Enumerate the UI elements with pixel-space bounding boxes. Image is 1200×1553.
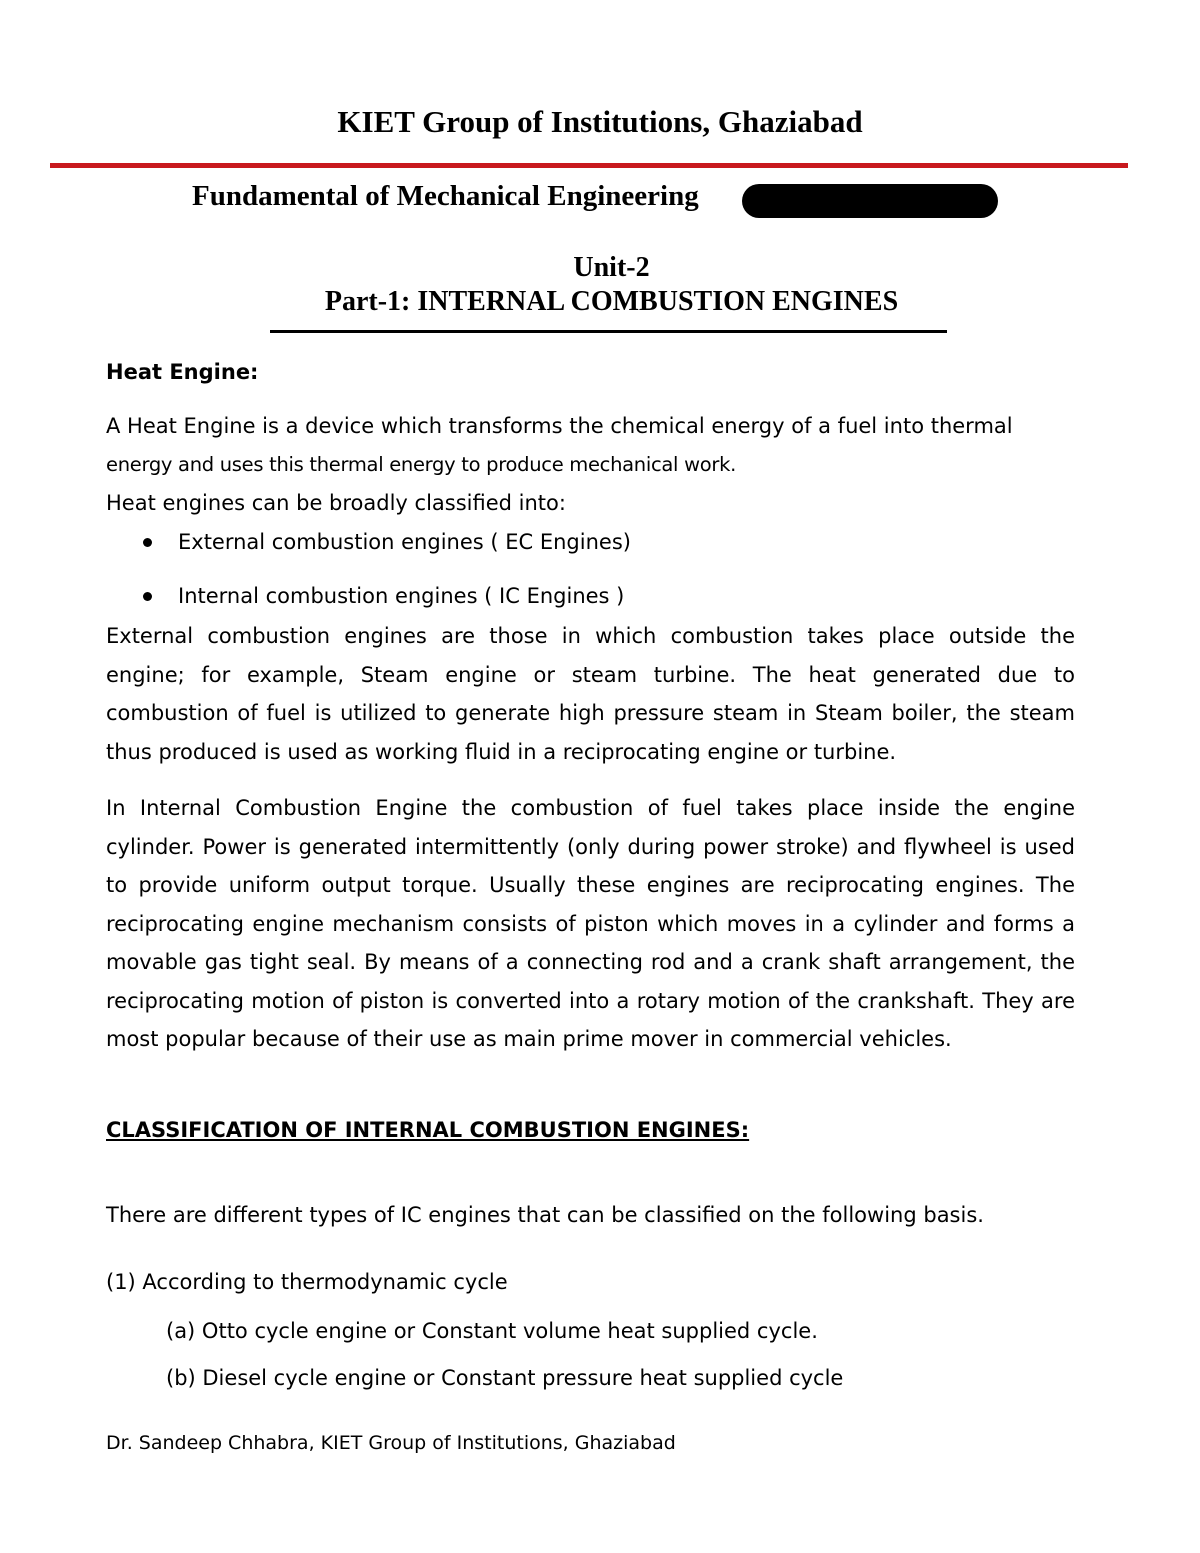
engine-types-list — [140, 523, 631, 631]
criterion-otto-cycle: (a) Otto cycle engine or Constant volume heat supplied cycle. — [166, 1319, 818, 1343]
course-title: Fundamental of Mechanical Engineering — [192, 180, 699, 212]
heat-engine-heading: Heat Engine: — [106, 360, 259, 384]
classification-basis-text: There are different types of IC engines that can be classified on the following basis. — [106, 1203, 984, 1227]
classification-heading: CLASSIFICATION OF INTERNAL COMBUSTION ENGINES: — [106, 1118, 750, 1142]
heat-engine-definition-line1: A Heat Engine is a device which transforms the chemical energy of a fuel into thermal — [106, 414, 1013, 438]
internal-combustion-paragraph: In Internal Combustion Engine the combustion of fuel takes place inside the engine cylinder. Power is generated intermittently (only during power stroke) and flywheel is used to provide uniform output torque. Usually these engines are reciprocating engines. The reciprocating engine mechanism consists of piston which moves in a cylinder and forms a movable gas tight seal. By means of a connecting rod and a crank shaft arrangement, the reciprocating motion of piston is converted into a rotary motion of the crankshaft. They are most popular because of their use as main prime mover in commercial vehicles. — [106, 796, 1075, 1051]
institution-title: KIET Group of Institutions, Ghaziabad — [337, 104, 863, 139]
redaction-mark — [742, 184, 998, 218]
page-footer: Dr. Sandeep Chhabra, KIET Group of Institutions, Ghaziabad — [106, 1432, 676, 1454]
unit-heading: Unit-2 — [573, 252, 650, 283]
list-item-text: Internal combustion engines ( IC Engines ) — [178, 584, 625, 608]
bullet-icon — [143, 592, 152, 601]
list-item-text: External combustion engines ( EC Engines) — [178, 530, 631, 554]
external-combustion-paragraph: External combustion engines are those in which combustion takes place outside the engine; for example, Steam engine or steam turbine. The heat generated due to combustion of fuel is utilized to generate high pressure steam in Steam boiler, the steam thus produced is used as working fluid in a reciprocating engine or turbine. — [106, 624, 1075, 764]
criterion-thermodynamic-cycle: (1) According to thermodynamic cycle — [106, 1270, 508, 1294]
bullet-icon — [143, 538, 152, 547]
list-item — [140, 523, 631, 577]
header-rule — [50, 163, 1128, 168]
criterion-diesel-cycle: (b) Diesel cycle engine or Constant pressure heat supplied cycle — [166, 1366, 844, 1390]
heat-engine-definition-line2: energy and uses this thermal energy to produce mechanical work. — [106, 453, 736, 476]
heat-engine-classified-intro: Heat engines can be broadly classified into: — [106, 491, 566, 515]
part-underline — [270, 330, 947, 333]
part-heading: Part-1: INTERNAL COMBUSTION ENGINES — [324, 286, 899, 317]
